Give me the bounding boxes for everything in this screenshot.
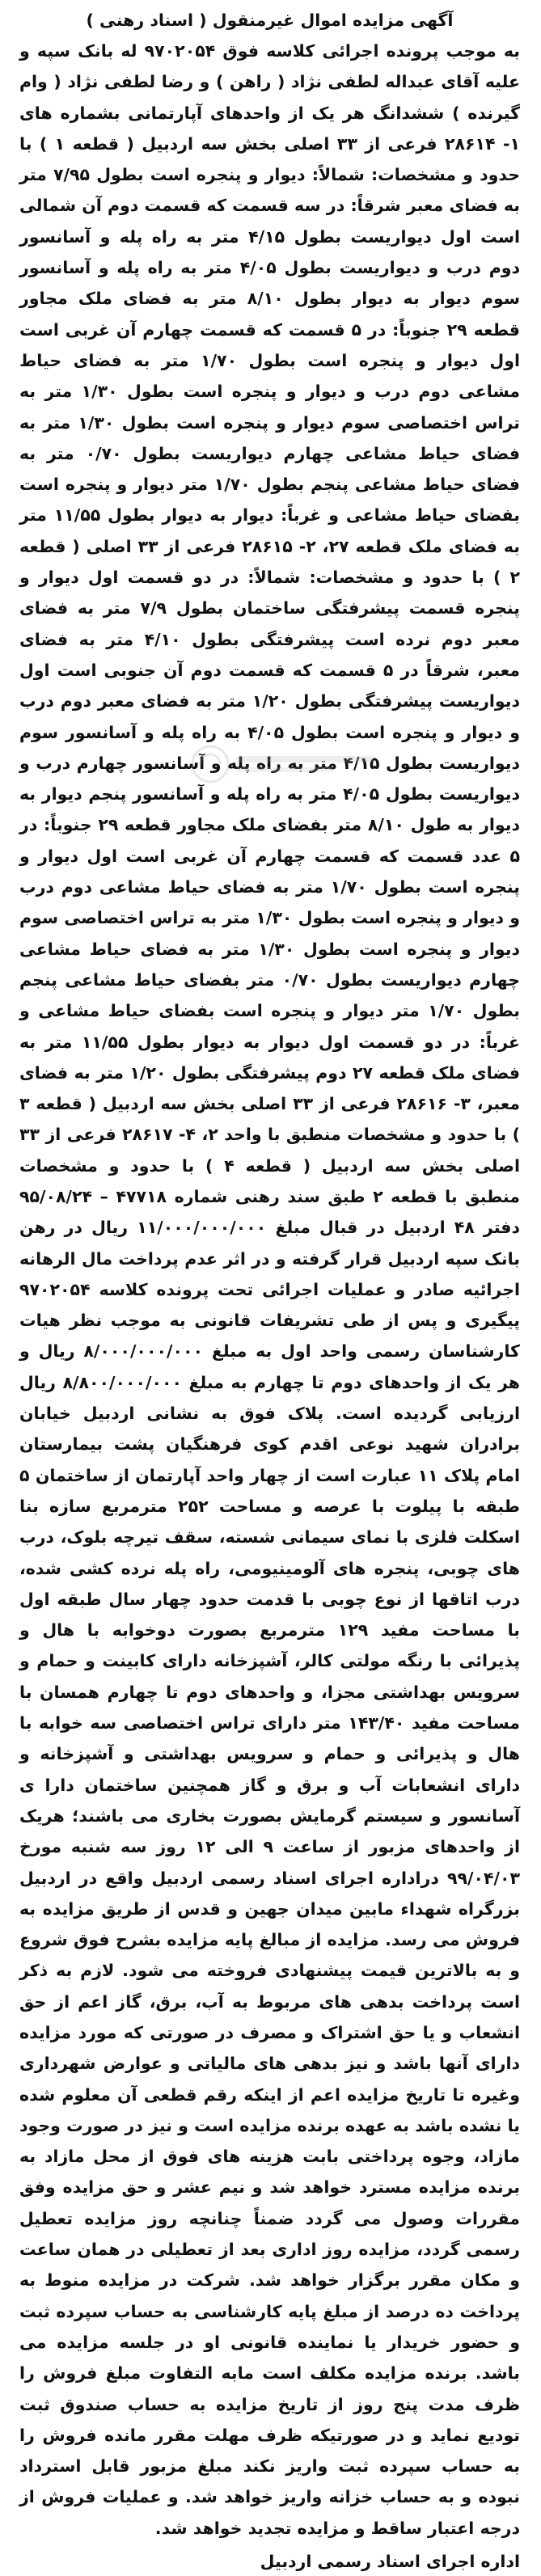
- issuer-signature: اداره اجرای اسناد رسمی اردبیل: [260, 2552, 520, 2572]
- notice-title: آگهی مزایده اموال غیرمنقول ( اسناد رهنی ): [86, 11, 454, 30]
- notice-body: به موجب پرونده اجرائی کلاسه فوق ۹۷۰۲۰۵۴ له بانک سپه و علیه آقای عبداله لطفی نژاد ( راهن ) و رضا لطفی نژاد ( وام گیرنده ) ششدانگ هر یک از واحدهای آپارتمانی بشماره های ۱- ۲۸۶۱۴ فرعی از ۳۳ اصلی بخش سه اردبیل ( قطعه ۱ ) با حدود و مشخصات: شمالاً: دیوار و پنجره است بطول ۷/۹۵ متر به فضای معبر شرقاً: در سه قسمت که قسمت دوم آن شمالی است اول دیواریست بطول ۴/۱۵ متر به راه پله و آسانسور دوم درب و دیواریست بطول ۴/۰۵ متر به راه پله و آسانسور سوم دیوار به دیوار بطول ۸/۱۰ متر به فضای ملک مجاور قطعه ۲۹ جنوباً: در ۵ قسمت که قسمت چهارم آن غربی است اول دیوار و پنجره است بطول ۱/۷۰ متر به فضای حیاط مشاعی دوم درب و دیوار و پنجره است بطول ۱/۳۰ متر به تراس اختصاصی سوم دیوار و پنجره است بطول ۱/۳۰ متر به فضای حیاط مشاعی چهارم دیواریست بطول ۰/۷۰ متر به فضای حیاط مشاعی پنجم بطول ۱/۷۰ متر دیوار و پنجره است بفضای حیاط مشاعی و غرباً: دیوار به دیوار بطول ۱۱/۵۵ متر به فضای ملک قطعه ۲۷، ۲- ۲۸۶۱۵ فرعی از ۳۳ اصلی ( قطعه ۲ ) با حدود و مشخصات: شمالاً: در دو قسمت اول دیوار و پنجره قسمت پیشرفتگی ساختمان بطول ۷/۹ متر به فضای معبر دوم نرده است پیشرفتگی بطول ۴/۱۰ متر به فضای معبر، شرقاً در ۵ قسمت که قسمت دوم آن جنوبی است اول دیواریست پیشرفتگی بطول ۱/۲۰ متر به فضای معبر دوم درب و دیوار و پنجره است بطول ۴/۰۵ به راه پله و آسانسور سوم دیواریست بطول ۴/۱۵ متر به راه پله و آسانسور چهارم درب و دیواریست بطول ۴/۰۵ متر به راه پله و آسانسور پنجم دیوار به دیوار به طول ۸/۱۰ متر بفضای ملک مجاور قطعه ۲۹ جنوباً: در ۵ عدد قسمت که قسمت چهارم آن غربی است اول دیوار و پنجره است بطول ۱/۷۰ متر به فضای حیاط مشاعی دوم درب و دیوار و پنجره است بطول ۱/۳۰ متر به تراس اختصاصی سوم دیوار و پنجره است بطول ۱/۳۰ متر به فضای حیاط مشاعی چهارم دیواریست بطول ۰/۷۰ متر بفضای حیاط مشاعی پنجم بطول ۱/۷۰ متر دیوار و پنجره است بفضای حیاط مشاعی و غرباً: در دو قسمت اول دیوار به دیوار بطول ۱۱/۵۵ متر به فضای ملک قطعه ۲۷ دوم پیشرفتگی بطول ۱/۲۰ متر به فضای معبر، ۳- ۲۸۶۱۶ فرعی از ۳۳ اصلی بخش سه اردبیل ( قطعه ۳ ) با حدود و مشخصات منطبق با واحد ۲، ۴- ۲۸۶۱۷ فرعی از ۳۳ اصلی بخش سه اردبیل ( قطعه ۴ ) با حدود و مشخصات منطبق با قطعه ۲ طبق سند رهنی شماره ۴۷۷۱۸ – ۹۵/۰۸/۲۴ دفتر ۴۸ اردبیل در قبال مبلغ ۱۱/۰۰۰/۰۰۰/۰۰۰ ریال در رهن بانک سپه اردبیل قرار گرفته و در اثر عدم پرداخت مال الرهانه اجرائیه صادر و عملیات اجرائی تحت پرونده کلاسه ۹۷۰۲۰۵۴ پیگیری و پس از طی تشریفات قانونی به موجب نظر هیات کارشناسان رسمی واحد اول به مبلغ ۸/۰۰۰/۰۰۰/۰۰۰ ریال و هر یک از واحدهای دوم تا چهارم به مبلغ ۸/۸۰۰/۰۰۰/۰۰۰ ریال ارزیابی گردیده است. پلاک فوق به نشانی اردبیل خیابان برادران شهید نوعی اقدم کوی فرهنگیان پشت بیمارستان امام پلاک ۱۱ عبارت است از چهار واحد آپارتمان از ساختمان ۵ طبقه با پیلوت با عرصه و مساحت ۲۵۲ مترمربع سازه بنا اسکلت فلزی با نمای سیمانی شسته، سقف تیرچه بلوک، درب های چوبی، پنجره های آلومینیومی، راه پله نرده کشی شده، درب اتاقها از نوع چوبی با قدمت حدود چهار سال طبقه اول با مساحت مفید ۱۲۹ مترمربع بصورت دوخوابه با هال و پذیرائی با رنگه مولتی کالر، آشپزخانه دارای کابینت و حمام و سرویس بهداشتی مجزا، و واحدهای دوم تا چهارم همسان با مساحت مفید ۱۴۳/۴۰ متر دارای تراس اختصاصی سه خوابه با هال و پذیرائی و حمام و سرویس بهداشتی و آشپزخانه و دارای انشعابات آب و برق و گاز همچنین ساختمان دارا ی آسانسور و سیستم گرمایش بصورت بخاری می باشند؛ هریک از واحدهای مزبور از ساعت ۹ الی ۱۲ روز سه شنبه مورخ ۹۹/۰۴/۰۳ دراداره اجرای اسناد رسمی اردبیل واقع در اردبیل بزرگراه شهداء مابین میدان جهین و قدس از طریق مزایده به فروش می رسد. مزایده از مبالغ پایه مزایده بشرح فوق شروع و به بالاترین قیمت پیشنهادی فروخته می شود. لازم به ذکر است پرداخت بدهی های مربوط به آب، برق، گاز اعم از حق انشعاب و یا حق اشتراک و مصرف در صورتی که مورد مزایده دارای آنها باشد و نیز بدهی های مالیاتی و عوارض شهرداری وغیره تا تاریخ مزایده اعم از اینکه رقم قطعی آن معلوم شده یا نشده باشد به عهده برنده مزایده است و نیز در صورت وجود مازاد، وجوه پرداختی بابت هزینه های فوق از محل مازاد به برنده مزایده مسترد خواهد شد و نیم عشر و حق مزایده وفق مقررات وصول می گردد ضمناً چنانچه روز مزایده تعطیل رسمی گردد، مزایده روز اداری بعد از تعطیلی در همان ساعت و مکان مقرر برگزار خواهد شد. شرکت در مزایده منوط به پرداخت ده درصد از مبلغ پایه کارشناسی به حساب سپرده ثبت و حضور خریدار یا نماینده قانونی او در جلسه مزایده می باشد. برنده مزایده مکلف است مابه التفاوت مبلغ فروش را ظرف مدت پنج روز از تاریخ مزایده به حساب صندوق ثبت تودیع نماید و در صورتیکه ظرف مهلت مقرر مانده فروش را به حساب سپرده ثبت واریز نکند مبلغ مزبور قابل استرداد نبوده و به حساب خزانه واریز خواهد شد. و عملیات فروش از درجه اعتبار ساقط و مزایده تجدید خواهد شد.: [19, 41, 521, 2538]
